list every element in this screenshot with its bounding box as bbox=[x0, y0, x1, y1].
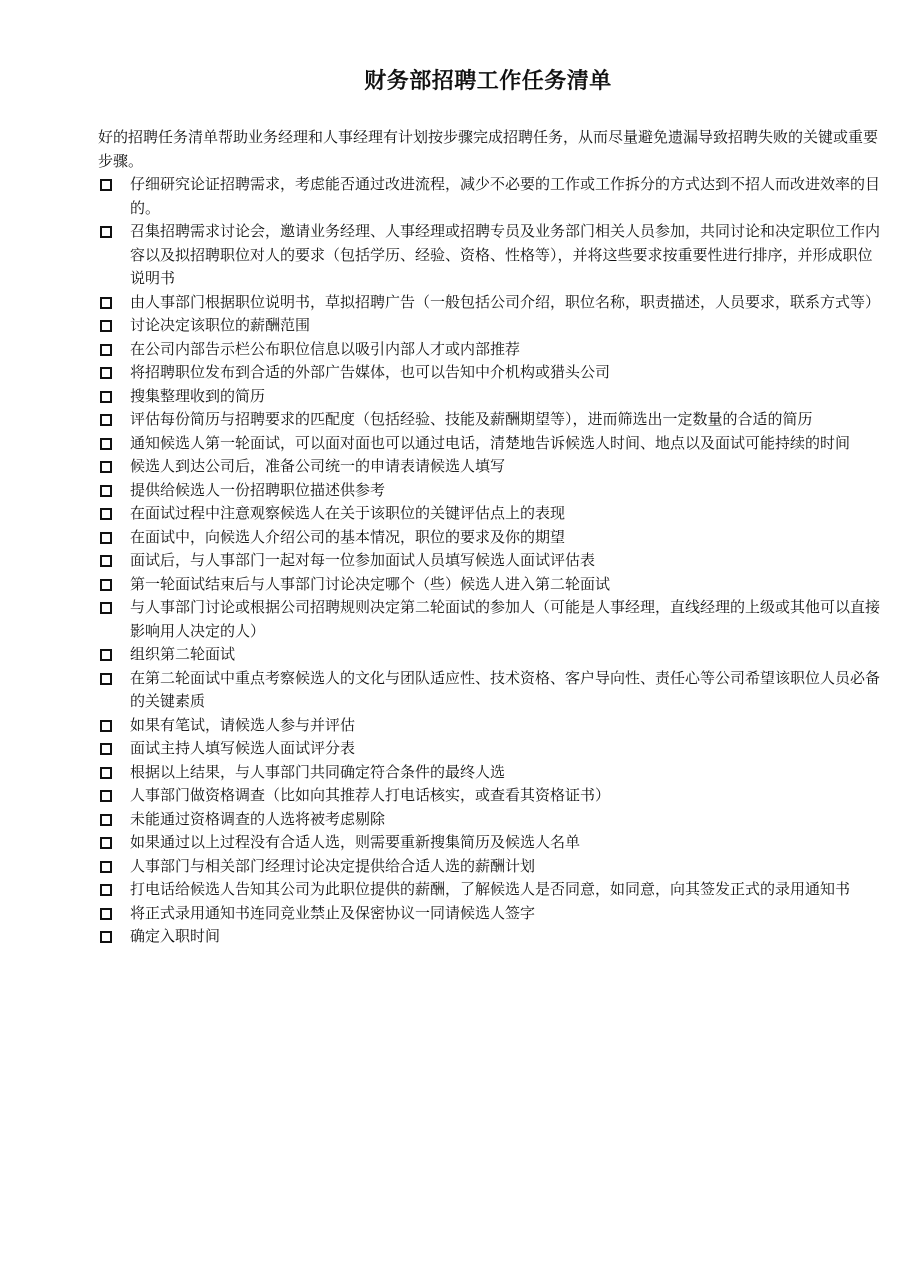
checkbox-icon[interactable] bbox=[100, 555, 112, 567]
checklist-item bbox=[98, 714, 880, 738]
checkbox-icon[interactable] bbox=[100, 743, 112, 755]
checklist-item-text: 与人事部门讨论或根据公司招聘规则决定第二轮面试的参加人（可能是人事经理，直线经理的上级或其他可以直接影响用人决定的人） bbox=[130, 598, 881, 640]
checklist-item-text: 在第二轮面试中重点考察候选人的文化与团队适应性、技术资格、客户导向性、责任心等公司希望该职位人员必备的关键素质 bbox=[130, 668, 881, 710]
checkbox-icon[interactable] bbox=[100, 579, 112, 591]
checkbox-icon[interactable] bbox=[100, 391, 112, 403]
checklist-item-text: 在面试中，向候选人介绍公司的基本情况，职位的要求及你的期望 bbox=[130, 527, 566, 546]
checklist-item bbox=[98, 596, 880, 643]
checkbox-icon[interactable] bbox=[100, 179, 112, 191]
checklist-item-text: 根据以上结果，与人事部门共同确定符合条件的最终人选 bbox=[130, 762, 506, 781]
checkbox-icon[interactable] bbox=[100, 837, 112, 849]
checklist-item bbox=[98, 902, 880, 926]
checkbox-icon[interactable] bbox=[100, 790, 112, 802]
checklist-item-text: 确定入职时间 bbox=[130, 927, 221, 945]
checkbox-icon[interactable] bbox=[100, 720, 112, 732]
checklist-item-text: 如果通过以上过程没有合适人选，则需要重新搜集简历及候选人名单 bbox=[130, 833, 581, 851]
checkbox-icon[interactable] bbox=[100, 414, 112, 426]
intro-paragraph: 好的招聘任务清单帮助业务经理和人事经理有计划按步骤完成招聘任务，从而尽量避免遗漏导致招聘失败的关键或重要步骤。 bbox=[98, 128, 879, 170]
checklist-item bbox=[98, 314, 880, 338]
checklist-item bbox=[98, 502, 880, 526]
checkbox-icon[interactable] bbox=[100, 320, 112, 332]
checklist-item bbox=[98, 878, 880, 902]
checklist-item-text: 面试主持人填写候选人面试评分表 bbox=[130, 739, 356, 757]
checkbox-icon[interactable] bbox=[100, 673, 112, 685]
checklist-item-text: 在公司内部告示栏公布职位信息以吸引内部人才或内部推荐 bbox=[130, 339, 521, 358]
checklist-item bbox=[98, 573, 880, 597]
checklist-item-text: 人事部门做资格调查（比如向其推荐人打电话核实，或查看其资格证书） bbox=[130, 786, 611, 804]
checklist-item-text: 组织第二轮面试 bbox=[130, 645, 236, 663]
checklist-item-text: 通知候选人第一轮面试，可以面对面也可以通过电话，清楚地告诉候选人时间、地点以及面试可能持续的时间 bbox=[130, 433, 851, 452]
checkbox-icon[interactable] bbox=[100, 461, 112, 473]
checklist-item bbox=[98, 784, 880, 808]
checklist-item-text: 将招聘职位发布到合适的外部广告媒体，也可以告知中介机构或猎头公司 bbox=[130, 363, 611, 381]
checklist-item-text: 如果有笔试，请候选人参与并评估 bbox=[130, 715, 356, 734]
checklist-item-text: 人事部门与相关部门经理讨论决定提供给合适人选的薪酬计划 bbox=[130, 856, 536, 875]
checklist-item bbox=[98, 173, 880, 220]
checklist-item-text: 仔细研究论证招聘需求，考虑能否通过改进流程，减少不必要的工作或工作拆分的方式达到不招人而改进效率的目的。 bbox=[130, 175, 881, 217]
checkbox-icon[interactable] bbox=[100, 344, 112, 356]
checkbox-icon[interactable] bbox=[100, 602, 112, 614]
checklist-item bbox=[98, 408, 880, 432]
checklist-item bbox=[98, 479, 880, 503]
checklist-item bbox=[98, 737, 880, 761]
checklist-item-text: 提供给候选人一份招聘职位描述供参考 bbox=[130, 480, 386, 499]
checkbox-icon[interactable] bbox=[100, 884, 112, 896]
checklist-item bbox=[98, 808, 880, 832]
checklist-item bbox=[98, 361, 880, 385]
checklist-item-text: 讨论决定该职位的薪酬范围 bbox=[130, 316, 311, 334]
checklist-item-text: 搜集整理收到的简历 bbox=[130, 386, 266, 405]
checklist-item-text: 评估每份简历与招聘要求的匹配度（包括经验、技能及薪酬期望等），进而筛选出一定数量的合适的简历 bbox=[130, 410, 813, 428]
checkbox-icon[interactable] bbox=[100, 485, 112, 497]
checklist-item bbox=[98, 831, 880, 855]
checkbox-icon[interactable] bbox=[100, 508, 112, 520]
checklist-item bbox=[98, 291, 880, 315]
checkbox-icon[interactable] bbox=[100, 297, 112, 309]
checkbox-icon[interactable] bbox=[100, 226, 112, 238]
checklist-item bbox=[98, 432, 880, 456]
checklist-item-text: 将正式录用通知书连同竞业禁止及保密协议一同请候选人签字 bbox=[130, 903, 536, 922]
checklist-item bbox=[98, 549, 880, 573]
checkbox-icon[interactable] bbox=[100, 861, 112, 873]
checklist-item bbox=[98, 643, 880, 667]
checkbox-icon[interactable] bbox=[100, 767, 112, 779]
checkbox-icon[interactable] bbox=[100, 908, 112, 920]
checklist-item-text: 在面试过程中注意观察候选人在关于该职位的关键评估点上的表现 bbox=[130, 504, 566, 522]
checklist-item bbox=[98, 855, 880, 879]
checklist-item bbox=[98, 338, 880, 362]
checklist-item bbox=[98, 220, 880, 291]
checkbox-icon[interactable] bbox=[100, 367, 112, 379]
document-title: 财务部招聘工作任务清单 bbox=[364, 69, 612, 94]
checklist-item-text: 候选人到达公司后，准备公司统一的申请表请候选人填写 bbox=[130, 457, 506, 475]
checklist-item bbox=[98, 526, 880, 550]
checkbox-icon[interactable] bbox=[100, 814, 112, 826]
checklist-item bbox=[98, 455, 880, 479]
checkbox-icon[interactable] bbox=[100, 438, 112, 450]
checklist-item-text: 第一轮面试结束后与人事部门讨论决定哪个（些）候选人进入第二轮面试 bbox=[130, 574, 611, 593]
checklist-item-text: 召集招聘需求讨论会，邀请业务经理、人事经理或招聘专员及业务部门相关人员参加，共同讨论和决定职位工作内容以及拟招聘职位对人的要求（包括学历、经验、资格、性格等），并将这些要求按重要性进行排序，并形成职位说明书 bbox=[130, 222, 881, 287]
checklist-item bbox=[98, 667, 880, 714]
checklist-item-text: 未能通过资格调查的人选将被考虑剔除 bbox=[130, 809, 386, 828]
checklist-item bbox=[98, 385, 880, 409]
task-checklist bbox=[98, 173, 880, 949]
checklist-item-text: 面试后，与人事部门一起对每一位参加面试人员填写候选人面试评估表 bbox=[130, 551, 596, 569]
checkbox-icon[interactable] bbox=[100, 931, 112, 943]
checklist-item-text: 由人事部门根据职位说明书，草拟招聘广告（一般包括公司介绍，职位名称，职责描述，人员要求，联系方式等） bbox=[130, 292, 881, 311]
checkbox-icon[interactable] bbox=[100, 532, 112, 544]
checklist-item bbox=[98, 761, 880, 785]
checklist-item bbox=[98, 925, 880, 949]
checkbox-icon[interactable] bbox=[100, 649, 112, 661]
checklist-item-text: 打电话给候选人告知其公司为此职位提供的薪酬，了解候选人是否同意，如同意，向其签发正式的录用通知书 bbox=[130, 880, 851, 898]
